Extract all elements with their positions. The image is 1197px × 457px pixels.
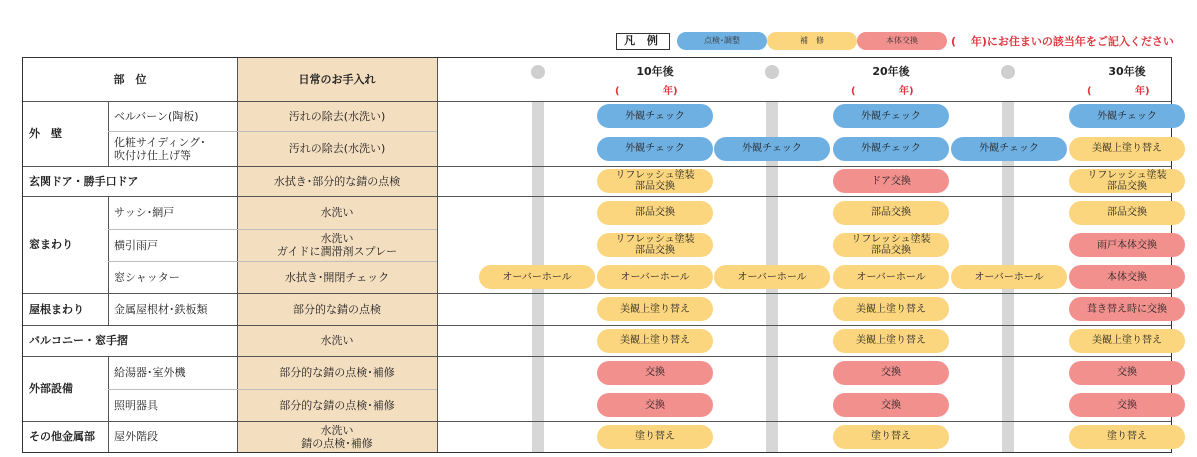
subcategory-label: 化粧サイディング･ 吹付け仕上げ等 xyxy=(114,135,206,162)
subcategory-label: 横引雨戸 xyxy=(114,238,158,252)
schedule-pill: 本体交換 xyxy=(1069,265,1185,289)
schedule-pill: リフレッシュ塗装 部品交換 xyxy=(597,169,713,193)
category-label: 屋根まわり xyxy=(29,302,84,316)
schedule-pill: 外観チェック xyxy=(1069,104,1185,128)
schedule-pill: 部品交換 xyxy=(1069,201,1185,225)
year-label: 20年後 xyxy=(872,65,910,78)
schedule-pill: ドア交換 xyxy=(833,169,949,193)
legend-inspection: 点検･調整 xyxy=(677,32,767,50)
care-text: 部分的な錆の点検･補修 xyxy=(279,366,395,379)
subcategory-label: 屋外階段 xyxy=(114,430,158,443)
care-text: 汚れの除去(水洗い) xyxy=(288,142,386,155)
schedule-pill: リフレッシュ塗装 部品交換 xyxy=(833,233,949,257)
schedule-pill: 交換 xyxy=(597,393,713,417)
schedule-pill: 交換 xyxy=(1069,393,1185,417)
schedule-pill: オーバーホール xyxy=(833,265,949,289)
schedule-pill: 外観チェック xyxy=(714,137,830,161)
subcategory-label: 照明器具 xyxy=(114,398,158,412)
care-text: 部分的な錆の点検･補修 xyxy=(279,398,395,412)
legend-repair: 補 修 xyxy=(767,32,857,50)
care-text: 水洗い xyxy=(320,334,354,347)
schedule-pill: リフレッシュ塗装 部品交換 xyxy=(597,233,713,257)
category-label: バルコニー・窓手摺 xyxy=(29,334,128,347)
timeline-dot-icon xyxy=(765,65,779,79)
legend-replacement: 本体交換 xyxy=(857,32,947,50)
schedule-pill: 葺き替え時に交換 xyxy=(1069,297,1185,321)
schedule-pill: 外観チェック xyxy=(597,104,713,128)
care-text: 汚れの除去(水洗い) xyxy=(288,109,386,123)
subcategory-label: サッシ･網戸 xyxy=(114,206,175,219)
care-text: 水拭き･部分的な錆の点検 xyxy=(273,174,401,188)
schedule-pill: 美観上塗り替え xyxy=(833,329,949,353)
schedule-pill: 美観上塗り替え xyxy=(1069,137,1185,161)
care-text: 水洗い ガイドに潤滑剤スプレー xyxy=(276,232,398,258)
subcategory-label: 給湯器･室外機 xyxy=(114,366,186,379)
schedule-pill: 外観チェック xyxy=(833,137,949,161)
schedule-pill: 雨戸本体交換 xyxy=(1069,233,1185,257)
schedule-pill: 塗り替え xyxy=(597,425,713,449)
category-label: 外部設備 xyxy=(29,382,73,395)
subcategory-label: 金属屋根材･鉄板類 xyxy=(114,302,208,316)
schedule-pill: 美観上塗り替え xyxy=(833,297,949,321)
schedule-pill: オーバーホール xyxy=(951,265,1067,289)
category-label: 窓まわり xyxy=(29,238,73,251)
year-entry-field[interactable]: ( 年) xyxy=(851,86,914,97)
header-part: 部 位 xyxy=(113,73,147,86)
year-label: 30年後 xyxy=(1108,65,1146,78)
timeline-dot-icon xyxy=(531,65,545,79)
subcategory-label: ベルバーン(陶板) xyxy=(114,109,199,123)
schedule-pill: オーバーホール xyxy=(479,265,595,289)
category-label: 玄関ドア・勝手口ドア xyxy=(29,174,139,188)
legend-note: ( 年)にお住まいの該当年をご記入ください xyxy=(951,35,1174,48)
legend-title: 凡 例 xyxy=(616,33,670,50)
schedule-pill: 外観チェック xyxy=(833,104,949,128)
schedule-pill: 塗り替え xyxy=(833,425,949,449)
schedule-pill: オーバーホール xyxy=(714,265,830,289)
schedule-pill: 部品交換 xyxy=(597,201,713,225)
schedule-pill: 外観チェック xyxy=(951,137,1067,161)
schedule-pill: オーバーホール xyxy=(597,265,713,289)
schedule-pill: 美観上塗り替え xyxy=(597,329,713,353)
schedule-pill: 部品交換 xyxy=(833,201,949,225)
care-text: 水洗い 錆の点検･補修 xyxy=(301,423,373,450)
care-text: 水洗い xyxy=(320,206,354,219)
schedule-pill: リフレッシュ塗装 部品交換 xyxy=(1069,169,1185,193)
schedule-pill: 交換 xyxy=(833,393,949,417)
care-text: 水拭き･開閉チェック xyxy=(284,270,390,284)
category-label: 外 壁 xyxy=(29,127,62,140)
schedule-pill: 外観チェック xyxy=(597,137,713,161)
subcategory-label: 窓シャッター xyxy=(114,270,180,284)
timeline-dot-icon xyxy=(1001,65,1015,79)
schedule-pill: 美観上塗り替え xyxy=(597,297,713,321)
schedule-pill: 交換 xyxy=(833,361,949,385)
header-care: 日常のお手入れ xyxy=(298,73,376,86)
year-entry-field[interactable]: ( 年) xyxy=(1087,86,1150,97)
category-label: その他金属部 xyxy=(29,430,95,443)
schedule-pill: 美観上塗り替え xyxy=(1069,329,1185,353)
schedule-pill: 塗り替え xyxy=(1069,425,1185,449)
year-label: 10年後 xyxy=(636,65,674,78)
year-entry-field[interactable]: ( 年) xyxy=(615,86,678,97)
schedule-pill: 交換 xyxy=(597,361,713,385)
schedule-pill: 交換 xyxy=(1069,361,1185,385)
care-text: 部分的な錆の点検 xyxy=(293,302,381,316)
